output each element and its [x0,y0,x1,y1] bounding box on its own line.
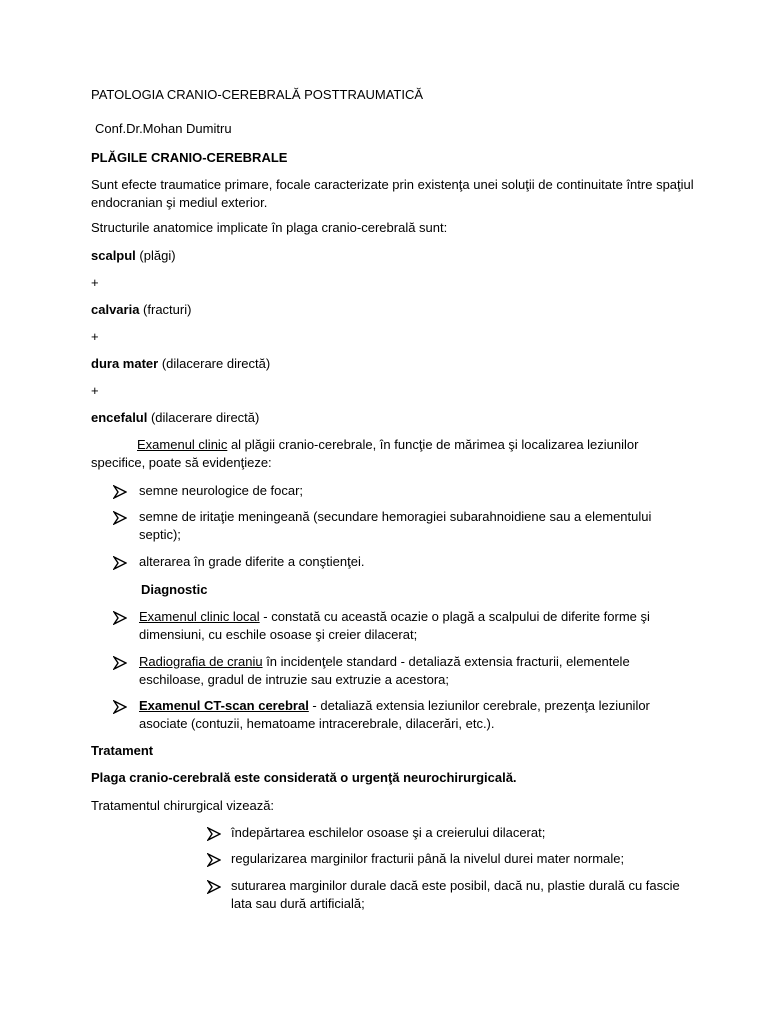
arrow-bullet-icon [113,511,127,525]
surgical-intro: Tratamentul chirurgical vizează: [91,798,275,813]
arrow-bullet-icon [207,880,221,894]
surgical-item: îndepărtarea eschilelor osoase şi a creierului dilacerat; [231,825,546,840]
arrow-bullet-icon [207,827,221,841]
section-heading: PLĂGILE CRANIO-CEREBRALE [91,150,288,165]
diagnostic-item [139,653,674,689]
arrow-bullet-icon [113,611,127,625]
structure-term: dura mater [91,356,159,371]
treatment-heading: Tratament [91,743,154,758]
structure-note: (plăgi) [135,248,176,263]
arrow-bullet-icon [207,853,221,867]
arrow-bullet-icon [113,556,127,570]
structure-term: encefalul [91,410,148,425]
treatment-urgency: Plaga cranio-cerebrală este considerată o urgenţă neurochirurgicală. [91,770,517,785]
diagnostic-term: Examenul clinic local [139,609,260,624]
structure-note: (fracturi) [139,302,192,317]
diagnostic-item [139,697,674,733]
structures-intro: Structurile anatomice implicate în plaga cranio-cerebrală sunt: [91,220,448,235]
diagnostic-term: Examenul CT-scan cerebral [139,698,309,713]
diagnostic-item [139,608,674,644]
arrow-bullet-icon [113,700,127,714]
structure-item [91,247,691,265]
surgical-item: regularizarea marginilor fracturii până la nivelul durei mater normale; [231,851,625,866]
structure-note: (dilacerare directă) [147,410,260,425]
diagnostic-text: în incidenţele standard - detaliază extensia fracturii, elementele eschiloase, gradul de intruzie sau extruzie a acestora; [139,654,630,687]
clinic-term: Examenul clinic [137,437,228,452]
surgical-item: suturarea marginilor durale dacă este posibil, dacă nu, plastie durală cu fascie lata sau dură artificială; [231,878,680,911]
document-title: PATOLOGIA CRANIO-CEREBRALĂ POSTTRAUMATICĂ [91,87,424,102]
plus-sign: + [91,275,99,290]
structure-item [91,301,691,319]
clinic-sign-item: alterarea în grade diferite a conştienţei. [139,554,365,569]
clinic-text: al plăgii cranio-cerebrale, în funcţie de mărimea şi localizarea leziunilor specifice, poate să evidenţieze: [91,437,639,470]
intro-paragraph: Sunt efecte traumatice primare, focale caracterizate prin existenţa unei soluţii de continuitate între spaţiul endocranian şi mediul exterior. [91,177,694,210]
structure-term: scalpul [91,248,136,263]
diagnostic-text: - detaliază extensia leziunilor cerebrale, prezenţa leziunilor asociate (contuzii, hematoame intracerebrale, dilacerări, etc.). [139,698,650,731]
clinic-paragraph [91,436,671,472]
diagnostic-text: - constată cu această ocazie o plagă a scalpului de diferite forme şi dimensiuni, cu eschile osoase şi creier dilacerat; [139,609,650,642]
plus-sign: + [91,383,99,398]
clinic-sign-item: semne neurologice de focar; [139,483,304,498]
structure-note: (dilacerare directă) [158,356,271,371]
structure-item [91,409,691,427]
plus-sign: + [91,329,99,344]
diagnostic-term: Radiografia de craniu [139,654,263,669]
structure-term: calvaria [91,302,140,317]
arrow-bullet-icon [113,656,127,670]
clinic-sign-item: semne de iritaţie meningeană (secundare hemoragiei subarahnoidiene sau a elementului septic); [139,509,652,542]
arrow-bullet-icon [113,485,127,499]
diagnostic-heading: Diagnostic [141,582,208,597]
structure-item [91,355,691,373]
author-line: Conf.Dr.Mohan Dumitru [95,121,232,136]
